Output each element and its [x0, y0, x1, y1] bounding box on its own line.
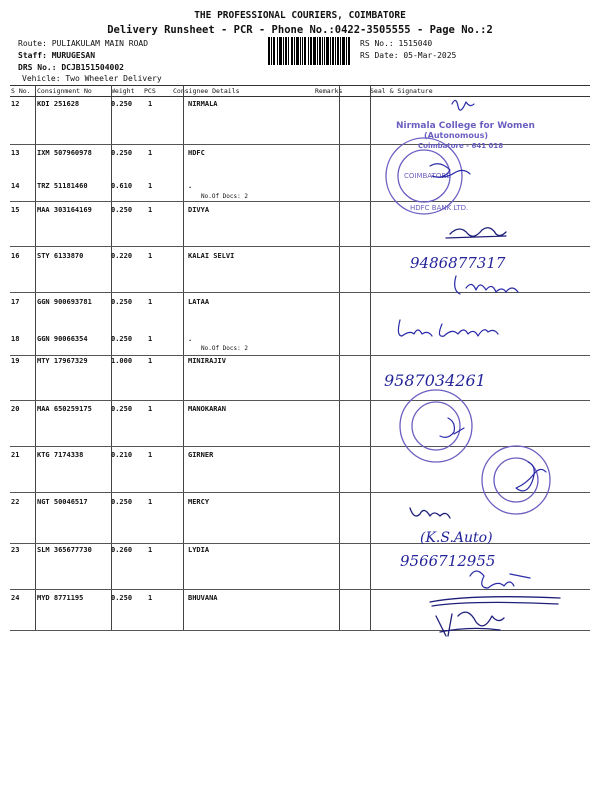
col-header-sno: S No.: [11, 87, 31, 95]
handwritten-ks-auto: (K.S.Auto): [420, 530, 493, 546]
row-consignee: MANOKARAN: [188, 405, 226, 413]
handwritten-phone-19: 9587034261: [384, 371, 486, 390]
signature-lataa: [398, 320, 498, 336]
signature-area: [360, 96, 590, 636]
row-pcs: 1: [148, 335, 153, 343]
row-sno: 16: [11, 252, 20, 260]
row-sno: 14: [11, 182, 20, 190]
nirmala-status-text: (Autonomous): [424, 131, 488, 140]
row-consignment: TRZ 51181460: [37, 182, 88, 190]
row-consignee: KALAI SELVI: [188, 252, 235, 260]
rs-date: RS Date: 05-Mar-2025: [360, 51, 457, 60]
row-pcs: 1: [148, 451, 153, 459]
row-sno: 23: [11, 546, 20, 554]
hdfc-seal-text: HDFC BANK LTD.: [410, 204, 469, 212]
col-header-pcs: PCS: [144, 87, 156, 95]
runsheet-title: Delivery Runsheet - PCR - Phone No.:0422-3505555 - Page No.:2: [107, 24, 493, 36]
row-sno: 20: [11, 405, 20, 413]
column-divider: [35, 85, 36, 630]
drs-number: DRS No.: DCJB151504002: [18, 63, 124, 72]
row-weight: 0.250: [111, 149, 133, 157]
row-consignee: MERCY: [188, 498, 210, 506]
row-sno: 17: [11, 298, 20, 306]
company-title: THE PROFESSIONAL COURIERS, COIMBATORE: [194, 10, 406, 21]
route-text: Route: PULIAKULAM MAIN ROAD: [18, 39, 149, 48]
staff-text: Staff: MURUGESAN: [18, 51, 96, 60]
row-consignee: BHUVANA: [188, 594, 218, 602]
row-consignment: SLM 365677730: [37, 546, 92, 554]
row-sno: 21: [11, 451, 20, 459]
row-pcs: 1: [148, 149, 153, 157]
signature-bhuvana: [430, 597, 560, 636]
row-weight: 0.250: [111, 405, 133, 413]
nirmala-city-text: Coimbatore - 641 018: [418, 142, 504, 150]
col-header-consignment: Consignment No: [37, 87, 92, 95]
row-pcs: 1: [148, 182, 153, 190]
table-top-rule: [10, 85, 590, 86]
row-sno: 12: [11, 100, 20, 108]
row-consignee: DIVYA: [188, 206, 210, 214]
col-header-consignee: Consignee Details: [173, 87, 240, 95]
row-docs-note: No.Of Docs: 2: [201, 345, 248, 352]
column-divider: [183, 85, 184, 630]
row-pcs: 1: [148, 206, 153, 214]
row-sno: 19: [11, 357, 20, 365]
row-consignment: MAA 650259175: [37, 405, 92, 413]
row-weight: 0.210: [111, 451, 133, 459]
row-sno: 22: [11, 498, 20, 506]
col-header-weight: Weight: [111, 87, 135, 95]
signature-divya: [446, 228, 506, 238]
row-sno: 18: [11, 335, 20, 343]
row-weight: 0.250: [111, 100, 133, 108]
row-consignment: STY 6133870: [37, 252, 84, 260]
row-weight: 0.260: [111, 546, 133, 554]
row-consignment: KTG 7174338: [37, 451, 84, 459]
handwritten-phone-16: 9486877317: [410, 254, 506, 272]
row-consignee: MINIRAJIV: [188, 357, 226, 365]
rs-number: RS No.: 1515040: [360, 39, 433, 48]
row-consignee: .: [188, 182, 193, 190]
row-consignment: MAA 303164169: [37, 206, 92, 214]
row-pcs: 1: [148, 546, 153, 554]
row-consignment: GGN 90066354: [37, 335, 88, 343]
row-consignment: GGN 900693781: [37, 298, 92, 306]
row-consignee: LATAA: [188, 298, 210, 306]
row-sno: 24: [11, 594, 20, 602]
row-pcs: 1: [148, 357, 153, 365]
row-pcs: 1: [148, 498, 153, 506]
round-seal-row-20: [400, 390, 472, 462]
signature-kalai-selvi: [455, 276, 518, 294]
row-sno: 13: [11, 149, 20, 157]
row-consignment: MTY 17967329: [37, 357, 88, 365]
row-weight: 1.000: [111, 357, 133, 365]
row-weight: 0.610: [111, 182, 133, 190]
column-divider: [339, 85, 340, 630]
row-docs-note: No.Of Docs: 2: [201, 193, 248, 200]
row-sno: 15: [11, 206, 20, 214]
vehicle-text: Vehicle: Two Wheeler Delivery: [22, 74, 162, 83]
round-seal-row-21: [482, 446, 550, 514]
row-weight: 0.250: [111, 298, 133, 306]
signature-lydia: [470, 571, 530, 588]
nirmala-name-text: Nirmala College for Women: [396, 121, 535, 131]
hdfc-city-text: COIMBATORE: [404, 172, 451, 180]
row-weight: 0.250: [111, 206, 133, 214]
row-pcs: 1: [148, 594, 153, 602]
row-pcs: 1: [148, 298, 153, 306]
row-consignment: IXM 507960978: [37, 149, 92, 157]
nirmala-college-stamp: [396, 100, 535, 150]
row-pcs: 1: [148, 100, 153, 108]
row-consignment: NGT 50046517: [37, 498, 88, 506]
handwritten-phone-23: 9566712955: [400, 552, 496, 570]
row-consignment: KDI 251628: [37, 100, 80, 108]
row-consignee: GIRNER: [188, 451, 214, 459]
row-pcs: 1: [148, 405, 153, 413]
row-weight: 0.250: [111, 498, 133, 506]
col-header-seal: Seal & Signature: [370, 87, 433, 95]
row-consignee: HDFC: [188, 149, 205, 157]
col-header-remarks: Remarks: [315, 87, 343, 95]
barcode-image: [268, 37, 350, 65]
row-weight: 0.250: [111, 594, 133, 602]
row-weight: 0.250: [111, 335, 133, 343]
row-consignee: NIRMALA: [188, 100, 218, 108]
row-consignee: .: [188, 335, 193, 343]
signature-mercy: [410, 508, 450, 518]
row-pcs: 1: [148, 252, 153, 260]
row-consignee: LYDIA: [188, 546, 210, 554]
row-consignment: MYD 8771195: [37, 594, 84, 602]
row-weight: 0.220: [111, 252, 133, 260]
